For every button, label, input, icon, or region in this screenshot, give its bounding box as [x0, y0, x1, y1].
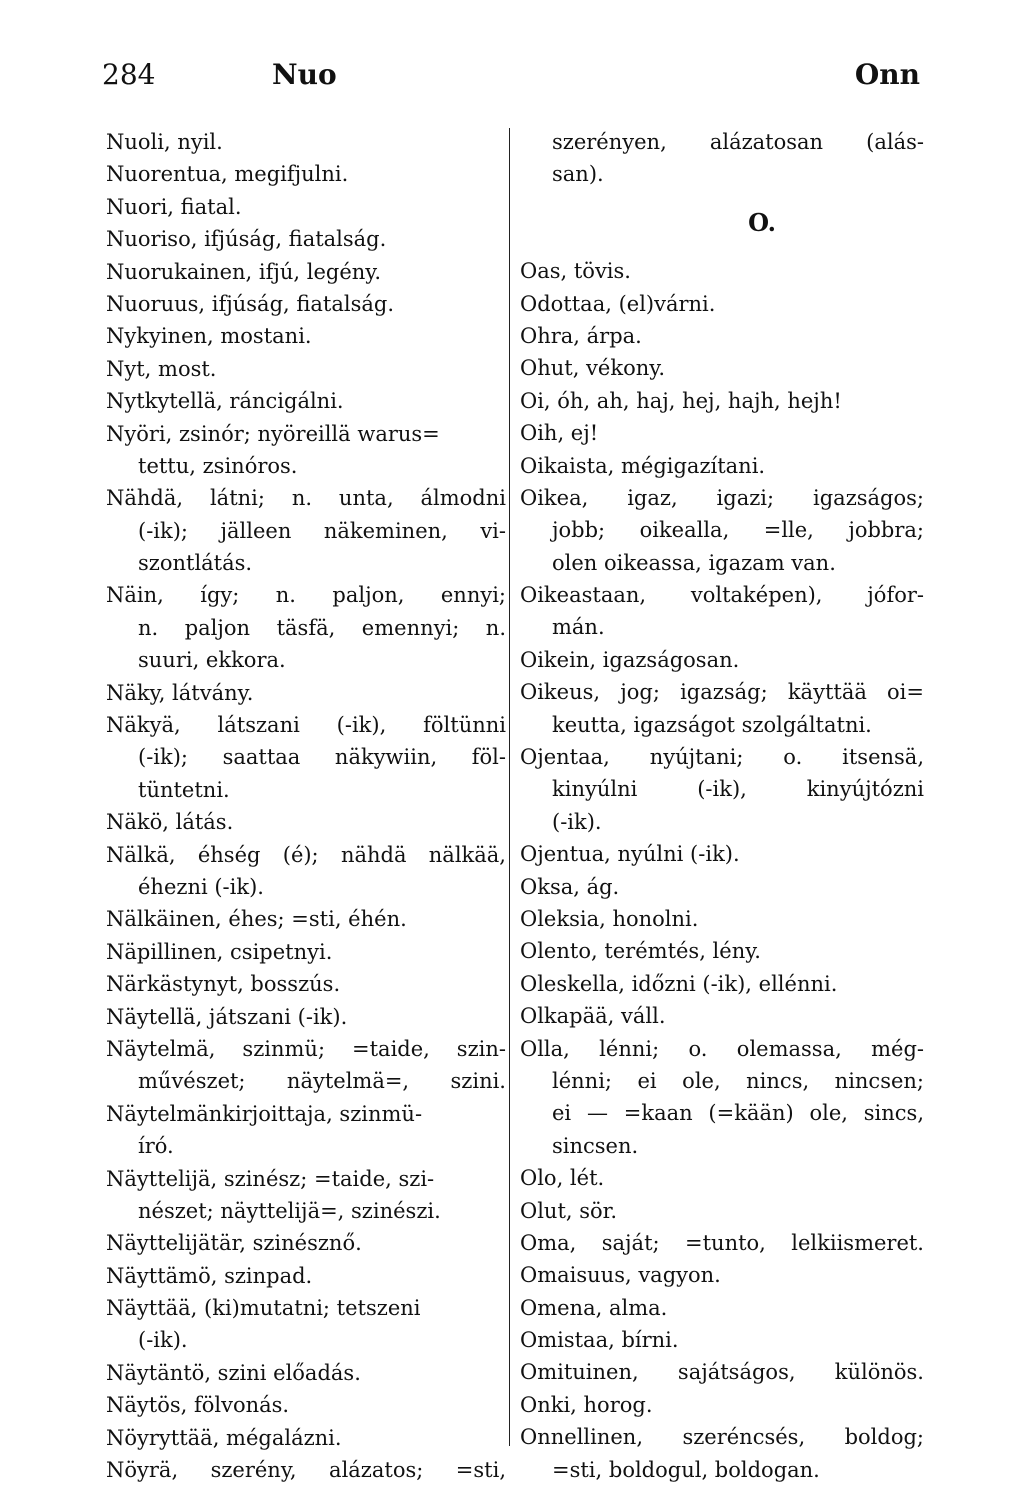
dictionary-entry-line: Ojentua, nyúlni (-ik).	[520, 842, 740, 867]
dictionary-entry-line: Nuori, fiatal.	[106, 194, 242, 219]
dictionary-entry-line: szerényen, alázatosan (alás-	[552, 130, 924, 154]
dictionary-entry-line: Ojentaa, nyújtani; o. itsensä,	[520, 745, 924, 770]
dictionary-entry-line: Olo, lét.	[520, 1166, 605, 1191]
dictionary-entry-line: Näky, látvány.	[106, 680, 254, 705]
dictionary-entry-line: olen oikeassa, igazam van.	[552, 550, 836, 575]
dictionary-entry-line: lénni; ei ole, nincs, nincsen;	[552, 1068, 924, 1093]
dictionary-entry-line: szontlátás.	[138, 551, 253, 576]
dictionary-entry-line: ei — =kaan (=kään) ole, sincs,	[552, 1101, 924, 1126]
right-guide-word: Onn	[854, 58, 920, 91]
dictionary-entry-line: Näpillinen, csipetnyi.	[106, 939, 333, 964]
dictionary-entry-line: Näyttelijä, szinész; =taide, szi-	[106, 1166, 435, 1191]
dictionary-entry-line: Olento, terémtés, lény.	[520, 939, 761, 964]
dictionary-entry-line: mán.	[552, 615, 605, 640]
dictionary-entry-line: Omaisuus, vagyon.	[520, 1263, 721, 1288]
right-column	[520, 126, 924, 1486]
dictionary-entry-line: Odottaa, (el)várni.	[520, 291, 716, 316]
dictionary-entry-line: Oksa, ág.	[520, 874, 620, 899]
dictionary-entry-line: Oleksia, honolni.	[520, 906, 699, 931]
dictionary-entry-line: Näytelmä, szinmü; =taide, szin-	[106, 1036, 506, 1061]
dictionary-entry-line: Onki, horog.	[520, 1392, 653, 1417]
dictionary-entry-line: Nuorukainen, ifjú, legény.	[106, 259, 382, 284]
dictionary-entry-line: Närkästynyt, bosszús.	[106, 972, 341, 997]
dictionary-entry-line: tettu, zsinóros.	[138, 453, 298, 478]
dictionary-entry-line: Oleskella, időzni (-ik), ellénni.	[520, 971, 838, 996]
column-divider	[509, 128, 510, 1446]
dictionary-entry-line: (-ik).	[138, 1328, 188, 1353]
dictionary-entry-line: Oikea, igaz, igazi; igazságos;	[520, 485, 924, 510]
dictionary-entry-line: keutta, igazságot szolgáltatni.	[552, 712, 872, 737]
dictionary-entry-line: Nuorentua, megifjulni.	[106, 162, 349, 187]
dictionary-entry-line: Nykyinen, mostani.	[106, 324, 312, 349]
dictionary-entry-line: Olut, sör.	[520, 1198, 618, 1223]
dictionary-entry-line: Näyttämö, szinpad.	[106, 1263, 313, 1288]
dictionary-entry-line: nészet; näyttelijä=, szinészi.	[138, 1198, 441, 1223]
dictionary-entry-line: éhezni (-ik).	[138, 874, 264, 899]
page-number: 284	[102, 58, 156, 91]
dictionary-entry-line: Oikaista, mégigazítani.	[520, 453, 766, 478]
dictionary-entry-line: (-ik); jälleen näkeminen, vi-	[138, 518, 506, 543]
dictionary-entry-line: Oih, ej!	[520, 421, 599, 446]
dictionary-entry-line: Näkö, látás.	[106, 810, 234, 835]
dictionary-entry-line: Näytelmänkirjoittaja, szinmü-	[106, 1101, 423, 1126]
left-guide-word: Nuo	[272, 58, 337, 91]
dictionary-entry-line: =sti, boldogul, boldogan.	[552, 1457, 820, 1482]
dictionary-entry-line: n. paljon täsfä, emennyi; n.	[138, 615, 506, 640]
dictionary-entry-line: Nuoriso, ifjúság, fiatalság.	[106, 227, 387, 252]
dictionary-entry-line: Oikeastaan, voltaképen), jófor-	[520, 583, 924, 608]
dictionary-entry-line: (-ik); saattaa näkywiin, föl-	[138, 745, 506, 770]
dictionary-entry-line: Nuoli, nyil.	[106, 130, 223, 154]
dictionary-entry-line: Nöyryttää, mégalázni.	[106, 1425, 342, 1450]
dictionary-entry-line: Oikeus, jog; igazság; käyttää oi=	[520, 680, 924, 705]
dictionary-entry-line: Omituinen, sajátságos, különös.	[520, 1360, 924, 1385]
dictionary-entry-line: Nälkä, éhség (é); nähdä nälkää,	[106, 842, 506, 867]
dictionary-entry-line: tüntetni.	[138, 777, 230, 802]
dictionary-entry-line: Ohra, árpa.	[520, 323, 642, 348]
dictionary-entry-line: Näkyä, látszani (-ik), föltünni	[106, 713, 506, 738]
dictionary-entry-line: Näytellä, játszani (-ik).	[106, 1004, 348, 1029]
dictionary-entry-line: Nälkäinen, éhes; =sti, éhén.	[106, 907, 407, 932]
dictionary-entry-line: Näytäntö, szini előadás.	[106, 1360, 361, 1385]
dictionary-entry-line: író.	[138, 1134, 174, 1159]
dictionary-entry-line: Nuoruus, ifjúság, fiatalság.	[106, 291, 394, 316]
dictionary-entry-line: Näin, így; n. paljon, ennyi;	[106, 583, 506, 608]
dictionary-entry-line: Näyttelijätär, szinésznő.	[106, 1231, 362, 1256]
dictionary-entry-line: Ohut, vékony.	[520, 356, 665, 381]
dictionary-entry-line: (-ik).	[552, 809, 602, 834]
dictionary-entry-line: Nytkytellä, ráncigálni.	[106, 389, 344, 414]
dictionary-entry-line: művészet; näytelmä=, szini.	[138, 1069, 506, 1094]
dictionary-entry-line: kinyúlni (-ik), kinyújtózni	[552, 777, 924, 802]
dictionary-entry-line: Näyttää, (ki)mutatni; tetszeni	[106, 1296, 421, 1321]
dictionary-entry-line: Omena, alma.	[520, 1295, 668, 1320]
dictionary-entry-line: san).	[552, 162, 604, 187]
dictionary-entry-line: suuri, ekkora.	[138, 648, 286, 673]
dictionary-entry-line: sincsen.	[552, 1133, 639, 1158]
dictionary-entry-line: Omistaa, bírni.	[520, 1328, 679, 1353]
dictionary-entry-line: Nöyrä, szerény, alázatos; =sti,	[106, 1458, 506, 1483]
dictionary-entry-line: Oikein, igazságosan.	[520, 647, 740, 672]
dictionary-entry-line: Olkapää, váll.	[520, 1004, 666, 1029]
page-header	[102, 58, 920, 98]
dictionary-entry-line: Nyt, most.	[106, 356, 217, 381]
dictionary-entry-line: jobb; oikealla, =lle, jobbra;	[552, 518, 924, 543]
dictionary-entry-line: Onnellinen, szeréncsés, boldog;	[520, 1425, 924, 1450]
dictionary-entry-line: Nyöri, zsinór; nyöreillä warus=	[106, 421, 440, 446]
dictionary-entry-line: Oi, óh, ah, haj, hej, hajh, hejh!	[520, 388, 842, 413]
dictionary-entry-line: Nähdä, látni; n. unta, álmodni	[106, 486, 506, 511]
left-column	[106, 126, 506, 1486]
dictionary-entry-line: Oma, saját; =tunto, lelkiismeret.	[520, 1230, 924, 1255]
section-letter: O.	[748, 207, 776, 237]
dictionary-entry-line: Olla, lénni; o. olemassa, még-	[520, 1036, 924, 1061]
dictionary-entry-line: Oas, tövis.	[520, 259, 631, 284]
dictionary-entry-line: Näytös, fölvonás.	[106, 1393, 290, 1418]
